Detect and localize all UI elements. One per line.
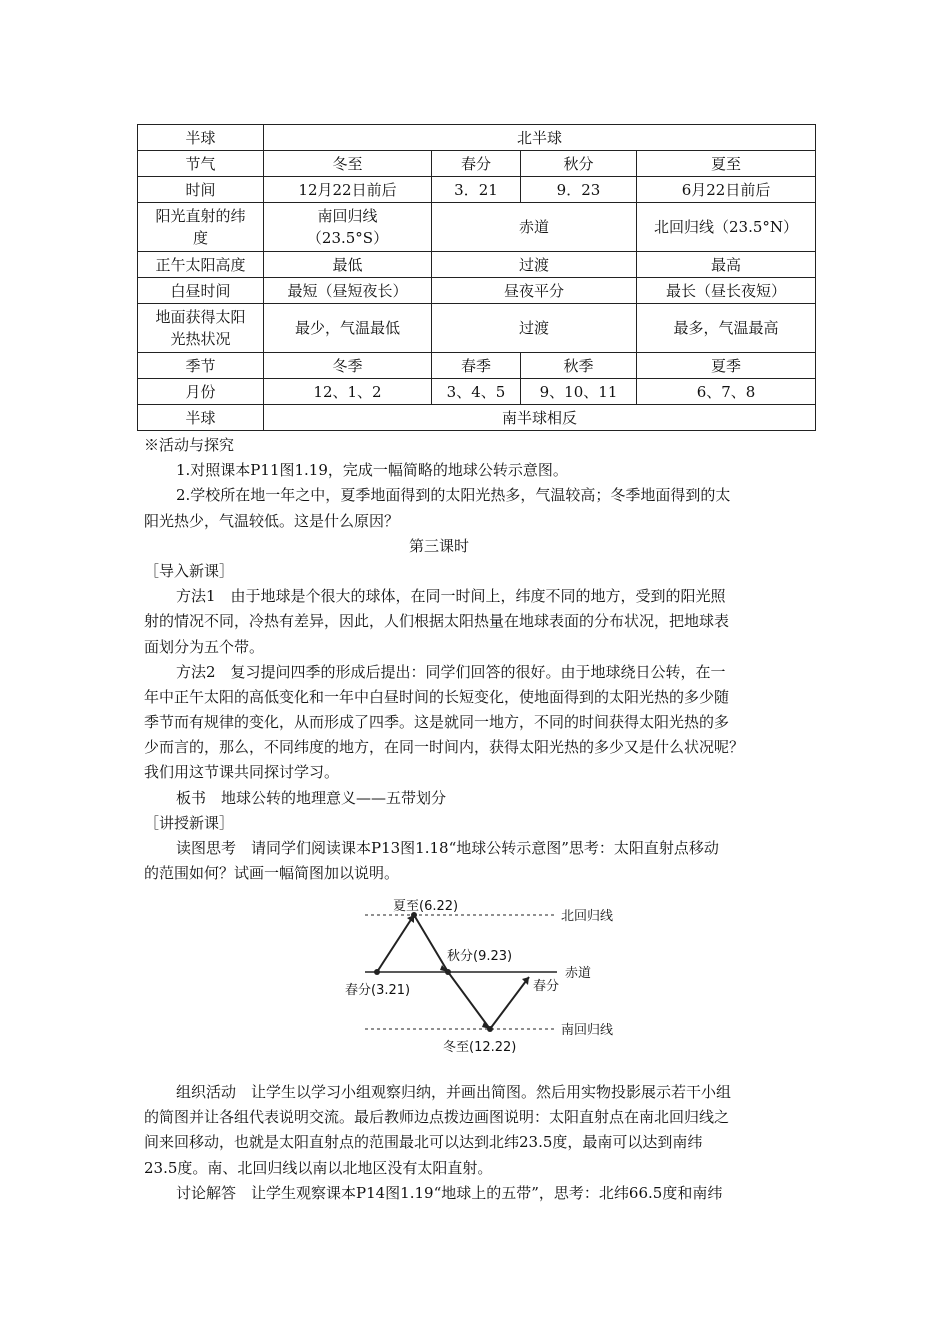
table-cell: 北回归线（23.5°N） xyxy=(637,203,816,252)
table-cell: 月份 xyxy=(138,379,264,405)
table-cell: 冬季 xyxy=(264,353,432,379)
table-row xyxy=(138,379,816,405)
intro-heading: ［导入新课］ xyxy=(144,561,235,580)
table-cell: 昼夜平分 xyxy=(432,278,637,304)
table-cell: 最多，气温最高 xyxy=(637,304,816,353)
table-cell: 最高 xyxy=(637,252,816,278)
organize-line: 23.5度。南、北回归线以南以北地区没有太阳直射。 xyxy=(144,1158,493,1177)
table-cell: 过渡 xyxy=(432,304,637,353)
table-cell: 季节 xyxy=(138,353,264,379)
label-spring-equinox-right: 春分 xyxy=(533,979,560,994)
discussion-line: 讨论解答 让学生观察课本P14图1.19“地球上的五带”，思考：北纬66.5度和南纬 xyxy=(176,1183,723,1202)
table-cell: 最低 xyxy=(264,252,432,278)
table-cell: 春分 xyxy=(432,151,521,177)
body-text xyxy=(144,433,814,886)
sun-direct-point-diagram xyxy=(335,888,635,1074)
table-cell: 正午太阳高度 xyxy=(138,252,264,278)
cell-line: （23.5°S） xyxy=(306,229,389,247)
spring-point xyxy=(374,969,380,975)
seasons-table xyxy=(137,124,816,431)
label-autumn-equinox: 秋分(9.23) xyxy=(447,949,513,964)
organize-line: 组织活动 让学生以学习小组观察归纳，并画出简图。然后用实物投影展示若干小组 xyxy=(176,1083,732,1101)
table-cell: 春季 xyxy=(432,353,521,379)
activity-heading: ※活动与探究 xyxy=(144,436,235,454)
table-row xyxy=(138,278,816,304)
table-row xyxy=(138,203,816,252)
table-row xyxy=(138,353,816,379)
table-cell xyxy=(264,203,432,252)
label-tropic-north: 北回归线 xyxy=(561,909,614,924)
table-cell: 3、4、5 xyxy=(432,379,521,405)
organize-line: 间来回移动，也就是太阳直射点的范围最北可以达到北纬23.5度，最南可以达到南纬 xyxy=(144,1133,703,1152)
table-cell: 最少，气温最低 xyxy=(264,304,432,353)
label-tropic-south: 南回归线 xyxy=(561,1023,614,1038)
table-cell: 赤道 xyxy=(432,203,637,252)
table-cell: 秋分 xyxy=(521,151,637,177)
board-note: 板书 地球公转的地理意义——五带划分 xyxy=(176,788,447,807)
table-cell: 6月22日前后 xyxy=(637,177,816,203)
table-cell: 节气 xyxy=(138,151,264,177)
method-2-line: 少而言的，那么，不同纬度的地方，在同一时间内，获得太阳光热的多少又是什么状况呢？ xyxy=(144,738,745,757)
cell-line: 度 xyxy=(192,229,208,247)
organize-line: 的简图并让各组代表说明交流。最后教师边点拨边画图说明：太阳直射点在南北回归线之 xyxy=(144,1108,730,1127)
table-cell: 3．21 xyxy=(432,177,521,203)
method-2-line: 年中正午太阳的高低变化和一年中白昼时间的长短变化，使地面得到的太阳光热的多少随 xyxy=(144,687,730,706)
table-cell xyxy=(138,203,264,252)
cell-line: 南回归线 xyxy=(317,207,378,225)
table-row xyxy=(138,405,816,431)
table-cell: 夏至 xyxy=(637,151,816,177)
table-cell: 北半球 xyxy=(264,125,816,151)
table-row xyxy=(138,252,816,278)
table-cell: 12月22日前后 xyxy=(264,177,432,203)
method-2-line: 我们用这节课共同探讨学习。 xyxy=(144,763,340,782)
table-cell: 9．23 xyxy=(521,177,637,203)
method-2-line: 季节而有规律的变化，从而形成了四季。这是就同一地方，不同的时间获得太阳光热的多 xyxy=(144,713,730,732)
lesson-title: 第三课时 xyxy=(408,536,469,555)
method-1-line: 射的情况不同，冷热有差异，因此，人们根据太阳热量在地球表面的分布状况，把地球表 xyxy=(144,612,730,631)
read-think-line: 的范围如何？试画一幅简图加以说明。 xyxy=(144,864,400,883)
table-cell: 6、7、8 xyxy=(637,379,816,405)
table-cell: 冬至 xyxy=(264,151,432,177)
table-cell: 秋季 xyxy=(521,353,637,379)
method-1-line: 方法1 由于地球是个很大的球体，在同一时间上，纬度不同的地方，受到的阳光照 xyxy=(176,587,726,606)
table-cell: 白昼时间 xyxy=(138,278,264,304)
cell-line: 光热状况 xyxy=(170,330,231,348)
table-cell: 夏季 xyxy=(637,353,816,379)
table-row xyxy=(138,304,816,353)
activity-item-2-cont: 阳光热少，气温较低。这是什么原因？ xyxy=(144,511,400,530)
table-cell: 南半球相反 xyxy=(264,405,816,431)
read-think-line: 读图思考 请同学们阅读课本P13图1.18“地球公转示意图”思考：太阳直射点移动 xyxy=(176,839,719,857)
table-cell xyxy=(138,304,264,353)
method-1-line: 面划分为五个带。 xyxy=(144,637,265,656)
cell-line: 地面获得太阳 xyxy=(155,308,246,326)
activity-item-1: 1.对照课本P11图1.19，完成一幅简略的地球公转示意图。 xyxy=(176,461,568,480)
table-cell: 最长（昼长夜短） xyxy=(637,278,816,304)
method-2-line: 方法2 复习提问四季的形成后提出：同学们回答的很好。由于地球绕日公转，在一 xyxy=(176,662,726,681)
activity-item-2: 2.学校所在地一年之中，夏季地面得到的太阳光热多，气温较高；冬季地面得到的太 xyxy=(176,486,731,505)
table-row xyxy=(138,177,816,203)
table-row xyxy=(138,151,816,177)
table-cell: 半球 xyxy=(138,125,264,151)
table-cell: 9、10、11 xyxy=(521,379,637,405)
table-row xyxy=(138,125,816,151)
table-cell: 最短（昼短夜长） xyxy=(264,278,432,304)
label-equator: 赤道 xyxy=(565,966,592,981)
autumn-point xyxy=(445,969,451,975)
table-cell: 半球 xyxy=(138,405,264,431)
body-text-continued xyxy=(144,1080,814,1206)
label-summer-solstice: 夏至(6.22) xyxy=(393,899,459,914)
cell-line: 阳光直射的纬 xyxy=(155,207,246,225)
table-cell: 过渡 xyxy=(432,252,637,278)
winter-point xyxy=(487,1026,493,1032)
table-cell: 12、1、2 xyxy=(264,379,432,405)
new-lesson-heading: ［讲授新课］ xyxy=(144,813,235,832)
label-winter-solstice: 冬至(12.22) xyxy=(443,1040,517,1055)
label-spring-equinox-left: 春分(3.21) xyxy=(345,983,411,998)
table-cell: 时间 xyxy=(138,177,264,203)
